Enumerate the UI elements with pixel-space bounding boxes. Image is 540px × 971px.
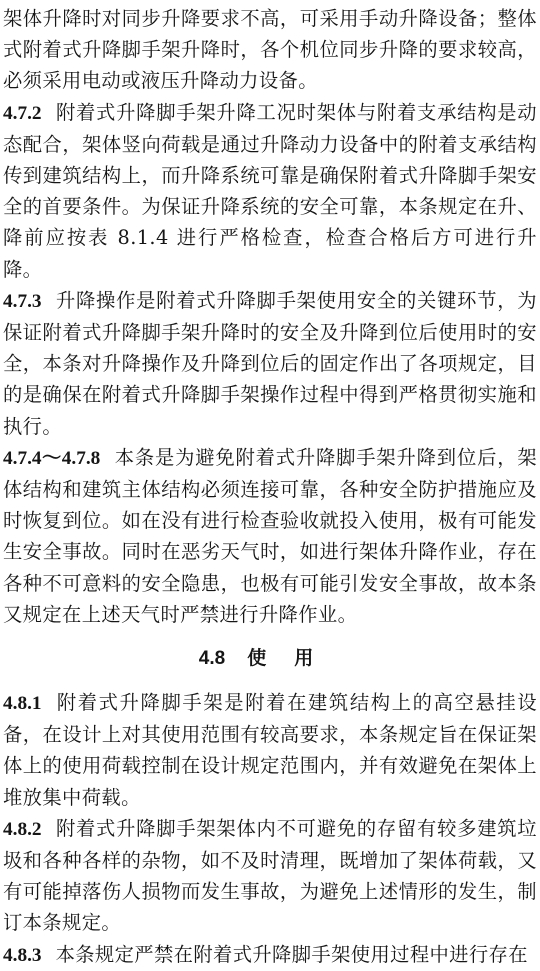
clause-4-8-2 [3,813,537,939]
clause-text: 附着式升降脚手架是附着在建筑结构上的高空悬挂设备，在设计上对其使用范围有较高要求，本条规定旨在保证架体上的使用荷载控制在设计规定范围内，并有效避免在架体上堆放集中荷载。 [3,691,537,809]
clause-text: 本条是为避免附着式升降脚手架升降到位后，架体结构和建筑主体结构必须连接可靠，各种安全防护措施应及时恢复到位。如在没有进行检查验收就投入使用，极有可能发生安全事故。同时在恶劣天气时，如进行架体升降作业，存在各种不可意料的安全隐患，也极有可能引发安全事故，故本条又规定在上述天气时严禁进行升降作业。 [3,445,538,626]
clause-number: 4.7.3 [3,290,42,312]
clause-number: 4.7.4～4.7.8 [3,447,101,469]
clause-4-8-3 [3,939,537,971]
clause-4-7-2 [3,97,537,285]
opening-paragraph: 架体升降时对同步升降要求不高，可采用手动升降设备；整体式附着式升降脚手架升降时，各个机位同步升降的要求较高，必须采用电动或液压升降动力设备。 [3,7,537,93]
clause-text: 本条规定严禁在附着式升降脚手架使用过程中进行存在 [55,942,528,966]
clause-number: 4.7.2 [3,102,42,124]
clause-number: 4.8.3 [3,944,42,966]
clause-4-7-4-to-4-7-8 [3,442,537,630]
document-page [3,3,537,971]
section-title: 使用 [247,647,342,670]
section-number: 4.8 [198,648,226,670]
clause-text: 升降操作是附着式升降脚手架使用安全的关键环节，为保证附着式升降脚手架升降时的安全及升降到位后使用时的安全，本条对升降操作及升降到位后的固定作出了各项规定，目的是确保在附着式升降脚手架操作过程中得到严格贯彻实施和执行。 [3,288,537,438]
clause-number: 4.8.2 [3,818,42,840]
clause-text: 附着式升降脚手架升降工况时架体与附着支承结构是动态配合，架体竖向荷载是通过升降动力设备中的附着支承结构传到建筑结构上，而升降系统可靠是确保附着式升降脚手架安全的首要条件。为保证升降系统的安全可靠，本条规定在升、降前应按表 8.1.4 进行严格检查，检查合格后方可进行升降。 [3,100,537,281]
clause-number: 4.8.1 [3,693,42,715]
clause-text: 附着式升降脚手架架体内不可避免的存留有较多建筑垃圾和各种各样的杂物，如不及时清理，既增加了架体荷载，又有可能掉落伤人损物而发生事故，为避免上述情形的发生，制订本条规定。 [3,816,537,935]
section-heading [3,646,537,671]
clause-4-7-3 [3,285,537,442]
clause-4-8-1 [3,687,537,813]
